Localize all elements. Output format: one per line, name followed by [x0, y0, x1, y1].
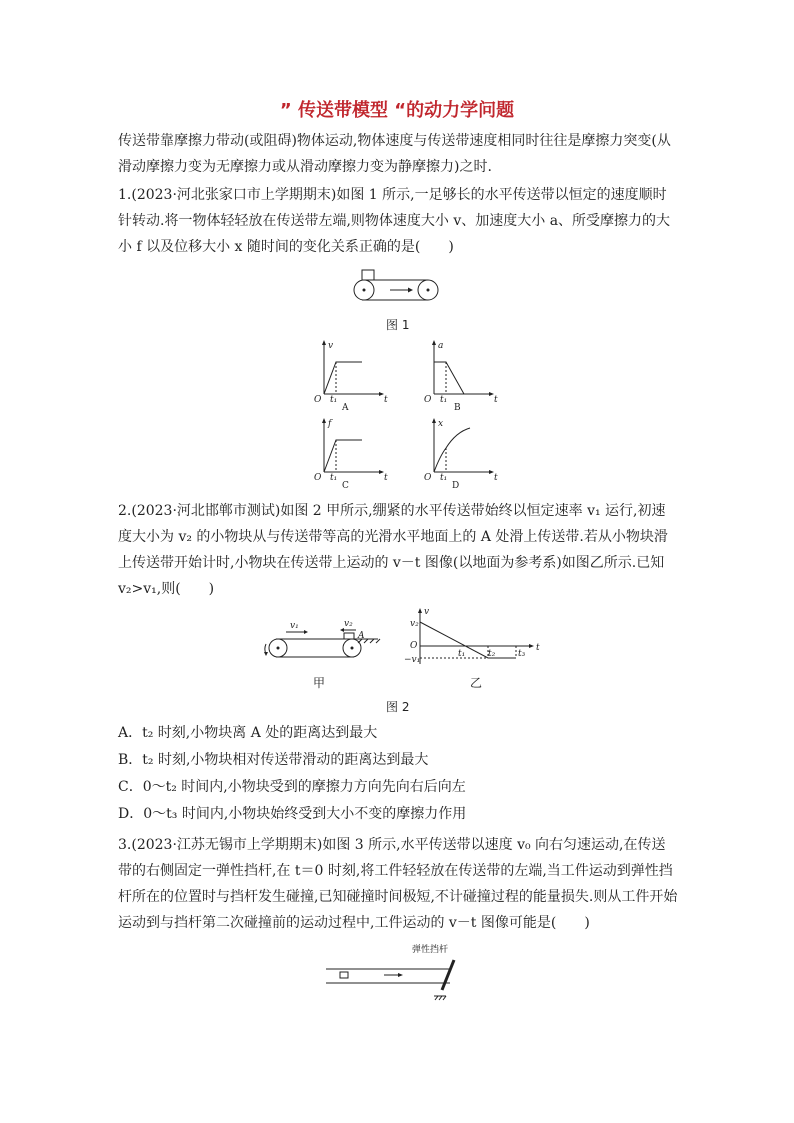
jia-A-label: A: [358, 631, 365, 641]
graph-b: [420, 338, 500, 412]
graph-a-origin: O: [314, 395, 322, 405]
graph-b-t-label: t: [494, 395, 498, 405]
graph-c-t-label: t: [384, 473, 388, 483]
yi-t2-label: t₂: [488, 649, 496, 659]
figure-1-conveyor: [350, 266, 450, 306]
graph-c-y-label: f: [328, 419, 332, 429]
question-3-text: 3.(2023·江苏无锡市上学期期末)如图 3 所示,水平传送带以速度 v₀ 向右匀速运动,在传送带的右侧固定一弹性挡杆,在 t＝0 时刻,将工件轻轻放在传送带的左端,当工件运动到弹性挡杆所在的位置时与挡杆发生碰撞,已知碰撞时间极短,不计碰撞过程的能量损失.则从工件开始运动到与挡杆第二次碰撞前的运动过程中,工件运动的 v－t 图像可能是( ): [118, 837, 678, 931]
figure-2-caption: 图 2: [386, 700, 410, 714]
figure-1-caption: 图 1: [386, 318, 410, 332]
question-1-text: 1.(2023·河北张家口市上学期期末)如图 1 所示,一足够长的水平传送带以恒定的速度顺时针转动.将一物体轻轻放在传送带左端,则物体速度大小 v、加速度大小 a、所受摩擦力的大小 f 以及位移大小 x 随时间的变化关系正确的是( ): [118, 187, 671, 255]
yi-neg-v1-label: −v₁: [404, 655, 421, 665]
graph-c-origin: O: [314, 473, 322, 483]
graph-b-origin: O: [424, 395, 432, 405]
yi-v-label: v: [424, 607, 430, 617]
jia-v1-label: v₁: [290, 621, 299, 631]
graph-d-t1: t₁: [440, 473, 448, 483]
graph-d-t-label: t: [494, 473, 498, 483]
graph-a-label: A: [342, 403, 349, 413]
yi-t3-label: t₃: [518, 649, 526, 659]
graph-a-t-label: t: [384, 395, 388, 405]
graph-c-label: C: [342, 481, 349, 491]
graph-b-t1: t₁: [440, 395, 448, 405]
figure-2-jia-label: 甲: [313, 676, 326, 690]
graph-a-t1: t₁: [330, 395, 338, 405]
graph-d-origin: O: [424, 473, 432, 483]
block: [362, 270, 374, 280]
figure-3-conveyor: [326, 940, 466, 1002]
figure-2-jia: [256, 616, 382, 664]
graph-b-label: B: [454, 403, 461, 413]
yi-t-label: t: [536, 643, 540, 653]
graph-a: [310, 338, 390, 412]
yi-origin: O: [410, 641, 418, 651]
figure-2-yi: [396, 606, 546, 668]
question-2-text: 2.(2023·河北邯郸市测试)如图 2 甲所示,绷紧的水平传送带始终以恒定速率 v₁ 运行,初速度大小为 v₂ 的小物块从与传送带等高的光滑水平地面上的 A 处滑上传送带.若从小物块滑上传送带开始计时,小物块在传送带上运动的 v－t 图像(以地面为参考系)如图乙所示.已知 v₂>v₁,则( ): [118, 503, 668, 597]
figure-2-yi-label: 乙: [470, 676, 483, 690]
option-d: D．0～t₃ 时间内,小物块始终受到大小不变的摩擦力作用: [118, 806, 467, 822]
graph-c: [310, 416, 390, 490]
option-c: C．0～t₂ 时间内,小物块受到的摩擦力方向先向右后向左: [118, 779, 466, 795]
graph-c-t1: t₁: [330, 473, 338, 483]
yi-t1-label: t₁: [458, 649, 466, 659]
barrier-label: 弹性挡杆: [412, 945, 449, 955]
graph-d-label: D: [452, 481, 460, 491]
yi-v2-label: v₂: [410, 619, 419, 629]
graph-a-y-label: v: [328, 341, 334, 351]
option-b: B．t₂ 时刻,小物块相对传送带滑动的距离达到最大: [118, 752, 429, 768]
graph-d-y-label: x: [438, 419, 444, 429]
option-a: A．t₂ 时刻,小物块离 A 处的距离达到最大: [118, 725, 378, 741]
page-title: ” 传送带模型 “的动力学问题: [279, 100, 515, 121]
graph-d: [420, 416, 500, 490]
graph-b-y-label: a: [438, 341, 444, 351]
intro-paragraph: 传送带靠摩擦力带动(或阻碍)物体运动,物体速度与传送带速度相同时往往是摩擦力突变(从滑动摩擦力变为无摩擦力或从滑动摩擦力变为静摩擦力)之时.: [118, 133, 671, 175]
jia-v2-label: v₂: [344, 619, 353, 629]
